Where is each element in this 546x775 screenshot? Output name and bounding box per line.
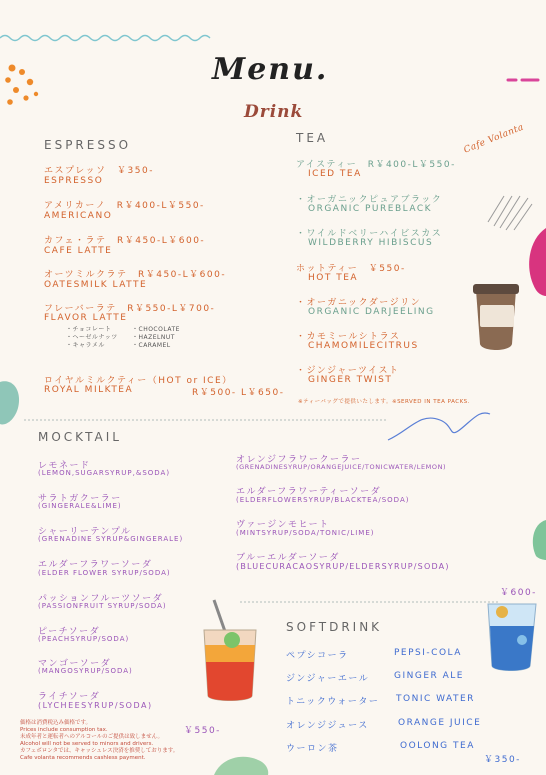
espresso-item-en: ESPRESSO bbox=[44, 176, 104, 186]
mocktail-item-jp: マンゴーソーダ bbox=[38, 659, 112, 669]
royal-milktea-en: ROYAL MILKTEA bbox=[44, 385, 134, 395]
flavor-latte-item-en: FLAVOR LATTE bbox=[44, 313, 128, 323]
tea-item-jp: ・ジンジャーツイスト bbox=[296, 366, 400, 376]
footer-note: 価格は消費税込み価格です。 bbox=[20, 720, 92, 726]
softdrink-item-en: PEPSI-COLA bbox=[394, 648, 462, 658]
tea-item-jp: アイスティー R￥400-L￥550- bbox=[296, 160, 456, 170]
blue-soda-illustration bbox=[488, 604, 536, 671]
flavor-option-jp: ・チョコレート bbox=[66, 326, 112, 333]
mocktail-item-jp: レモネード bbox=[38, 461, 91, 471]
mocktail-item-jp: エルダーフラワーソーダ bbox=[38, 560, 153, 570]
tea-item-en: WILDBERRY HIBISCUS bbox=[308, 238, 434, 248]
mocktail-item-en: (MINTSYRUP/SODA/TONIC/LIME) bbox=[236, 529, 375, 537]
mocktail-item-en: (GINGERALE&LIME) bbox=[38, 502, 122, 510]
mocktail-item-en: (LYCHEESYRUP/SODA) bbox=[38, 701, 153, 710]
mocktail-price: ￥600- bbox=[500, 588, 537, 598]
cafe-latte-item-jp: カフェ・ラテ R￥450-L￥600- bbox=[44, 236, 206, 246]
wave-decoration bbox=[0, 36, 210, 41]
americano-item-jp: アメリカーノ R￥400-L￥550- bbox=[44, 201, 205, 211]
mocktail-item-jp: ピーチソーダ bbox=[38, 627, 101, 637]
softdrink-item-jp: オレンジジュース bbox=[286, 721, 369, 731]
mocktail-item-en: (PASSIONFRUIT SYRUP/SODA) bbox=[38, 602, 167, 610]
royal-milktea-price: R￥500- L￥650- bbox=[192, 388, 285, 398]
squiggle-decoration bbox=[388, 413, 490, 440]
tea-item-en: ORGANIC DARJEELING bbox=[308, 307, 435, 317]
dots-decoration bbox=[5, 65, 38, 105]
tea-item-jp: ・オーガニックピュアブラック bbox=[296, 195, 443, 205]
softdrink-item-en: ORANGE JUICE bbox=[398, 718, 482, 728]
flavor-option-jp: ・ヘーゼルナッツ bbox=[66, 334, 118, 341]
mocktail-item-en: (PEACHSYRUP/SODA) bbox=[38, 635, 130, 643]
mocktail-price: ￥550- bbox=[184, 726, 221, 736]
flavor-option-jp: ・キャラメル bbox=[66, 342, 105, 349]
brand-logo: Cafe Volanta bbox=[462, 122, 526, 156]
mocktail-item-en: (LEMON,SUGARSYRUP,&SODA) bbox=[38, 469, 171, 477]
blob-decoration bbox=[529, 228, 546, 296]
tea-heading: TEA bbox=[296, 131, 329, 145]
oat-latte-item-en: OATESMILK LATTE bbox=[44, 280, 148, 290]
mocktail-item-jp: エルダーフラワーティーソーダ bbox=[236, 487, 382, 497]
espresso-item-jp: エスプレッソ ￥350- bbox=[44, 166, 154, 176]
mocktail-item-jp: パッションフルーツソーダ bbox=[38, 594, 164, 604]
menu-title: Menu. bbox=[212, 52, 329, 87]
footer-note: Cafe volanta recommends cashless payment. bbox=[20, 755, 146, 761]
hatch-decoration bbox=[488, 196, 532, 230]
mocktail-item-jp: サラトガクーラー bbox=[38, 494, 122, 504]
footer-note: Prices include consumption tax. bbox=[20, 727, 108, 733]
mocktail-item-en: (ELDERFLOWERSYRUP/BLACKTEA/SODA) bbox=[236, 496, 410, 504]
flavor-option-en: ・CHOCOLATE bbox=[132, 326, 180, 333]
tea-item-jp: ・オーガニックダージリン bbox=[296, 298, 422, 308]
mocktail-item-en: (ELDER FLOWER SYRUP/SODA) bbox=[38, 569, 171, 577]
flavor-option-en: ・HAZELNUT bbox=[132, 334, 175, 341]
tea-item-jp: ・ワイルドベリーハイビスカス bbox=[296, 229, 443, 239]
mocktail-item-en: (MANGOSYRUP/SODA) bbox=[38, 667, 133, 675]
espresso-heading: ESPRESSO bbox=[44, 138, 132, 152]
softdrink-item-en: TONIC WATER bbox=[396, 694, 475, 704]
tea-item-en: ICED TEA bbox=[308, 169, 362, 179]
softdrink-item-en: GINGER ALE bbox=[394, 671, 464, 681]
cafe-latte-item-en: CAFE LATTE bbox=[44, 246, 113, 256]
mocktail-item-en: (GRENADINESYRUP/ORANGEJUICE/TONICWATER/LEMON) bbox=[236, 463, 447, 471]
drink-subtitle: Drink bbox=[244, 102, 304, 122]
blob-decoration bbox=[0, 381, 19, 424]
coffee-cup-illustration bbox=[473, 284, 519, 350]
softdrink-item-jp: ウーロン茶 bbox=[286, 744, 339, 754]
tea-item-en: HOT TEA bbox=[308, 273, 359, 283]
flavor-option-en: ・CARAMEL bbox=[132, 342, 171, 349]
americano-item-en: AMERICANO bbox=[44, 211, 113, 221]
flavor-latte-item-jp: フレーバーラテ R￥550-L￥700- bbox=[44, 304, 216, 314]
tea-item-en: ORGANIC PUREBLACK bbox=[308, 204, 433, 214]
softdrink-item-en: OOLONG TEA bbox=[400, 741, 475, 751]
softdrink-item-jp: トニックウォーター bbox=[286, 697, 380, 707]
softdrink-heading: SOFTDRINK bbox=[286, 620, 383, 634]
footer-note: カフェボロンタでは、キャッシュレス決済を推奨しております。 bbox=[20, 748, 179, 754]
blob-decoration bbox=[214, 757, 268, 775]
softdrink-item-jp: ペプシコーラ bbox=[286, 651, 349, 661]
mocktail-item-en: (GRENADINE SYRUP&GINGERALE) bbox=[38, 535, 184, 543]
mocktail-item-jp: シャーリーテンプル bbox=[38, 527, 132, 537]
mocktail-item-jp: オレンジフラワークーラー bbox=[236, 455, 362, 465]
mocktail-item-jp: ヴァージンモヒート bbox=[236, 520, 330, 530]
tea-item-jp: ホットティー ￥550- bbox=[296, 264, 406, 274]
cocktail-glass-illustration bbox=[204, 600, 256, 701]
blob-decoration bbox=[533, 520, 546, 560]
mocktail-item-jp: ライチソーダ bbox=[38, 692, 101, 702]
tea-item-en: CHAMOMILECITRUS bbox=[308, 341, 419, 351]
tea-item-jp: ・カモミールシトラス bbox=[296, 332, 401, 342]
mocktail-heading: MOCKTAIL bbox=[38, 430, 122, 444]
softdrink-item-jp: ジンジャーエール bbox=[286, 674, 370, 684]
royal-milktea-jp: ロイヤルミルクティー（HOT or ICE） bbox=[44, 376, 233, 386]
mocktail-item-jp: ブルーエルダーソーダ bbox=[236, 553, 340, 563]
tea-note: ※ティーバッグで提供いたします。※SERVED IN TEA PACKS. bbox=[298, 399, 470, 405]
oat-latte-item-jp: オーツミルクラテ R￥450-L￥600- bbox=[44, 270, 227, 280]
mocktail-item-en: (BLUECURACAOSYRUP/ELDERSYRUP/SODA) bbox=[236, 562, 450, 571]
footer-note: 未成年者と運転者へのアルコールのご提供は致しません。 bbox=[20, 734, 164, 740]
softdrink-price: ￥350- bbox=[484, 755, 521, 765]
tea-item-en: GINGER TWIST bbox=[308, 375, 393, 385]
footer-note: Alcohol will not be served to minors and drivers. bbox=[20, 741, 154, 747]
